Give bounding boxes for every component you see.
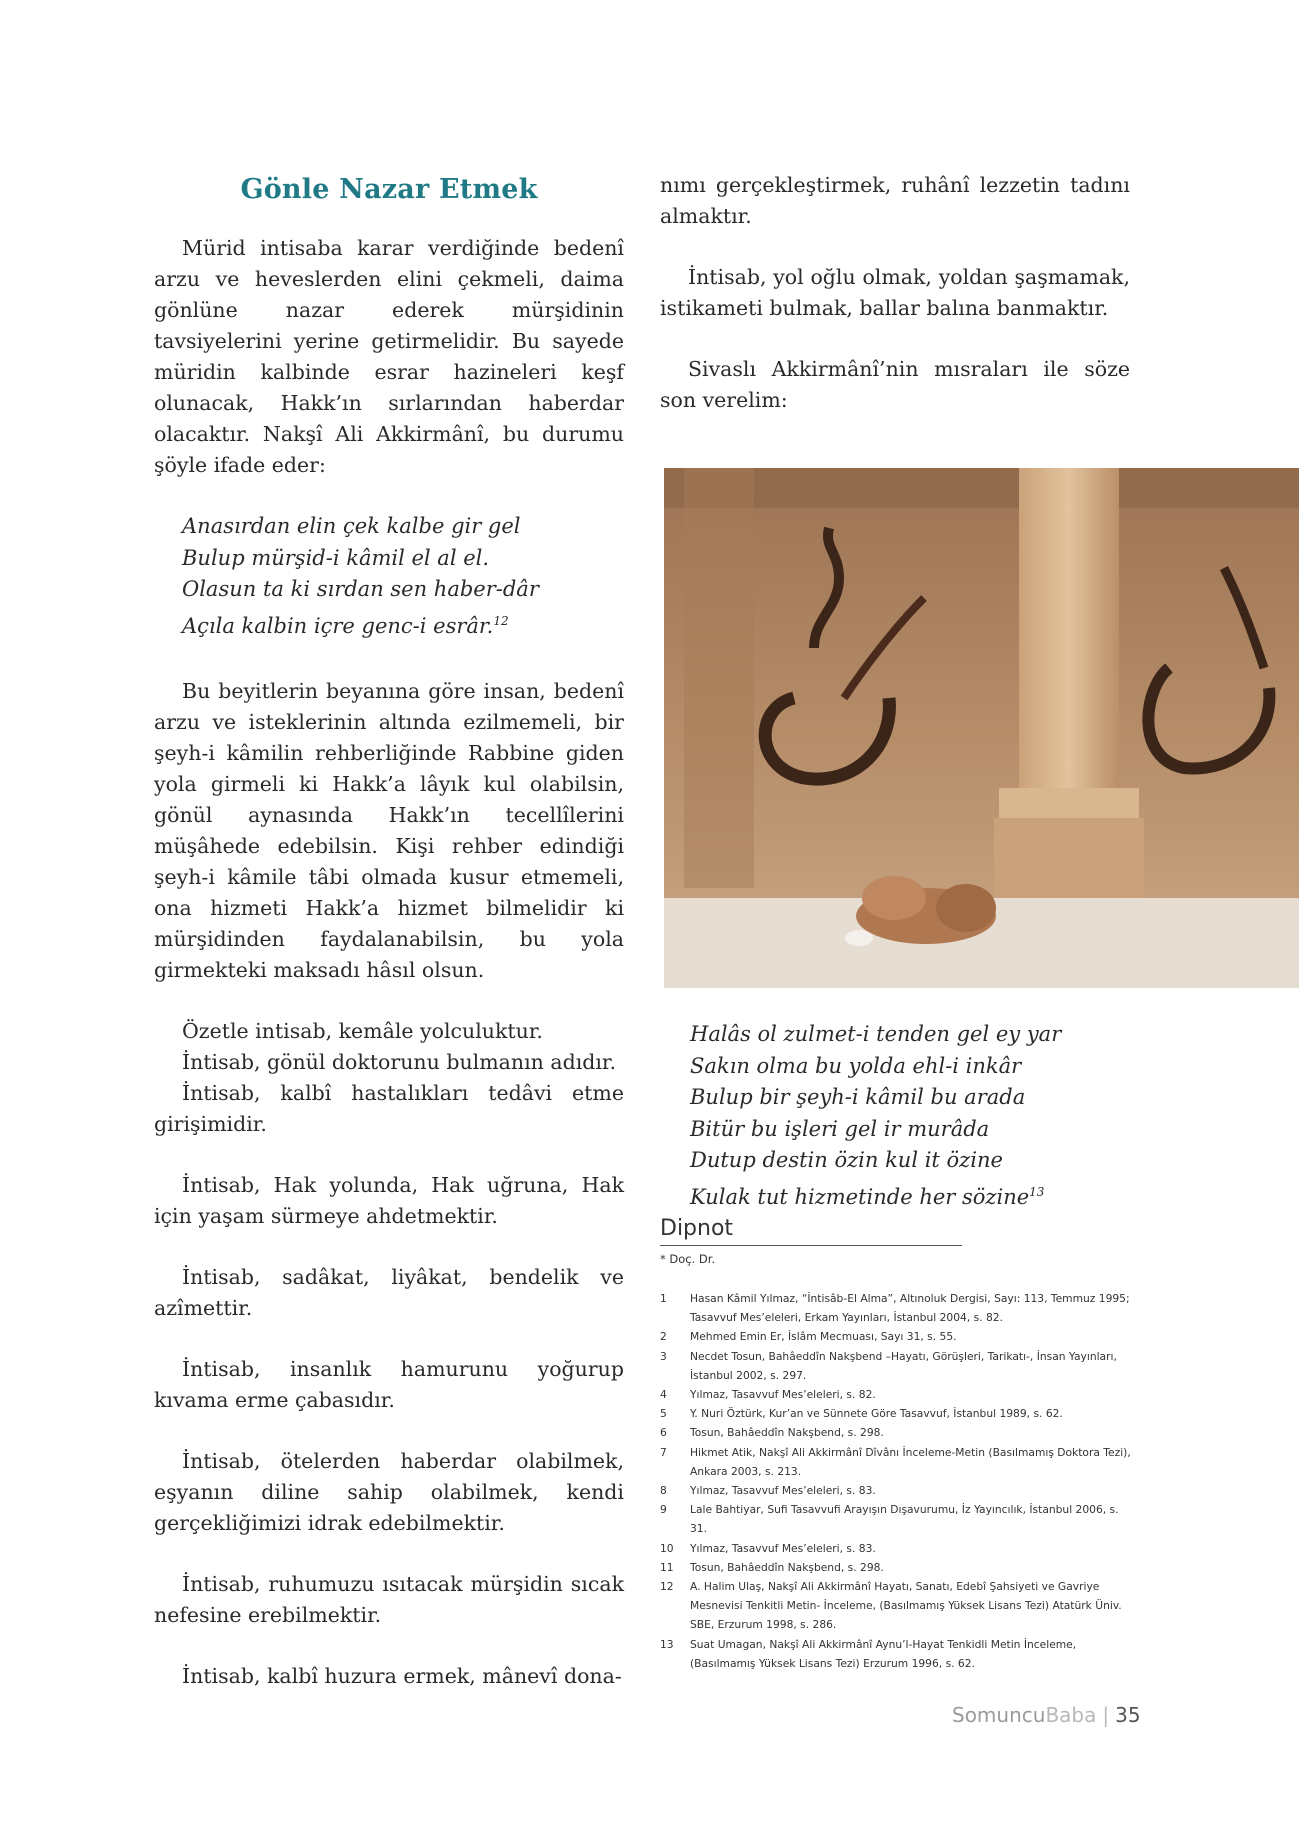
verse-line: Bitür bu işleri gel ir murâda	[690, 1116, 990, 1141]
verse-line: Olasun ta ki sırdan sen haber-dâr	[182, 577, 539, 601]
footnote-number: 1	[660, 1292, 667, 1305]
footnote-text: Tosun, Bahâeddîn Nakşbend, s. 298.	[690, 1426, 884, 1440]
footnote-number: 11	[660, 1560, 674, 1574]
footnote-number: 4	[660, 1388, 667, 1402]
brand-name-suffix: Baba	[1045, 1703, 1097, 1727]
footnote-text: Mehmed Emin Er, İslâm Mecmuası, Sayı 31, s. 55.	[690, 1330, 957, 1344]
calligraphy-prayer-photo	[664, 468, 1299, 988]
footnote-item	[660, 1385, 1135, 1404]
brand-name: Somuncu	[952, 1703, 1046, 1727]
footnote-number: 9	[660, 1503, 667, 1517]
right-column	[660, 170, 1130, 446]
verse-line: Anasırdan elin çek kalbe gir gel	[182, 514, 521, 538]
page-footer	[952, 1703, 1141, 1727]
footnote-item	[660, 1443, 1135, 1481]
paragraph: Mürid intisaba karar verdiğinde bedenî arzu ve heveslerden elini çekmeli, daima gönlüne nazar ederek mürşidinin tavsiyelerini yerine getirmelidir. Bu sayede müridin kalbinde esrar hazineleri keşf olunacak, Hakk’ın sırlarından haberdar olacaktır. Nakşî Ali Akkirmânî, bu durumu şöyle ifade eder:	[154, 236, 624, 477]
footnote-list	[660, 1289, 1135, 1673]
footnote-item	[660, 1635, 1135, 1673]
footnote-item	[660, 1500, 1135, 1538]
footnote-text: Necdet Tosun, Bahâeddîn Nakşbend –Hayatı, Görüşleri, Tarikatı-, İnsan Yayınları, İstanbul 2002, s. 297.	[690, 1349, 1117, 1382]
paragraph: Özetle intisab, kemâle yolculuktur.	[182, 1019, 543, 1043]
footnotes-heading: Dipnot	[660, 1216, 962, 1246]
footnote-item	[660, 1327, 1135, 1346]
footnote-number: 7	[660, 1445, 667, 1459]
footnote-ref: 12	[493, 613, 509, 628]
footnote-text: Lale Bahtiyar, Sufi Tasavvufi Arayışın Dışavurumu, İz Yayıncılık, İstanbul 2006, s. 31.	[690, 1503, 1119, 1536]
left-column	[154, 170, 624, 1722]
paragraph: Bu beyitlerin beyanına göre insan, bedenî arzu ve isteklerinin altında ezilmemeli, bir şeyh-i kâmilin rehberliğinde Rabbine giden yola girmeli ki Hakk’a lâyık kul olabilsin, gönül aynasında Hakk’ın tecellîlerini müşâhede edebilsin. Kişi rehber edindiği şeyh-i kâmile tâbi olmada kusur etmemeli, ona hizmeti Hakk’a hizmet bilmelidir ki mürşidinden faydalanabilsin, bu yola girmekteki maksadı hâsıl olsun.	[154, 679, 624, 982]
footnote-item	[660, 1481, 1135, 1500]
article-title: Gönle Nazar Etmek	[240, 174, 538, 205]
verse-line: Halâs ol zulmet-i tenden gel ey yar	[690, 1022, 1062, 1046]
footnote-number: 5	[660, 1407, 667, 1421]
footnote-number: 3	[660, 1349, 667, 1363]
footnote-text: Tosun, Bahâeddîn Nakşbend, s. 298.	[690, 1560, 884, 1574]
footnote-item	[660, 1404, 1135, 1423]
footnote-item	[660, 1289, 1135, 1327]
paragraph: İntisab, sadâkat, liyâkat, bendelik ve azîmettir.	[154, 1265, 624, 1320]
footer-separator: |	[1102, 1703, 1110, 1727]
footnote-number: 13	[660, 1637, 674, 1651]
paragraph: İntisab, ruhumuzu ısıtacak mürşidin sıcak nefesine erebilmektir.	[154, 1572, 624, 1627]
paragraph: İntisab, kalbî huzura ermek, mânevî dona-	[182, 1664, 622, 1688]
paragraph: İntisab, insanlık hamurunu yoğurup kıvama erme çabasıdır.	[154, 1357, 624, 1412]
footnote-text: Yılmaz, Tasavvuf Mes’eleleri, s. 83.	[690, 1541, 876, 1555]
paragraph: İntisab, kalbî hastalıkları tedâvi etme girişimidir.	[154, 1081, 624, 1136]
footnote-number: 10	[660, 1541, 674, 1555]
author-note: * Doç. Dr.	[660, 1252, 716, 1266]
paragraph: İntisab, Hak yolunda, Hak uğruna, Hak için yaşam sürmeye ahdetmektir.	[154, 1173, 624, 1228]
footnote-text: Hasan Kâmil Yılmaz, “İntisâb-El Alma”, Altınoluk Dergisi, Sayı: 113, Temmuz 1995; Tasavvuf Mes’eleleri, Erkam Yayınları, İstanbul 2004, s. 82.	[690, 1292, 1130, 1325]
footnote-text: Hikmet Atik, Nakşî Ali Akkirmânî Dîvânı İnceleme-Metin (Basılmamış Doktora Tezi), Ankara 2003, s. 213.	[690, 1445, 1131, 1478]
paragraph: İntisab, gönül doktorunu bulmanın adıdır.	[182, 1050, 616, 1074]
verse-block	[182, 511, 624, 642]
footnote-text: Suat Umagan, Nakşî Ali Akkirmânî Aynu’l-Hayat Tenkidli Metin İnceleme, (Basılmamış Yüksek Lisans Tezi) Erzurum 1996, s. 62.	[690, 1637, 1077, 1670]
footnote-text: Yılmaz, Tasavvuf Mes’eleleri, s. 83.	[690, 1484, 876, 1498]
footnote-number: 12	[660, 1580, 674, 1594]
paragraph: Sivaslı Akkirmânî’nin mısraları ile söze son verelim:	[660, 357, 1130, 412]
footnote-item	[660, 1539, 1135, 1558]
paragraph: İntisab, ötelerden haberdar olabilmek, eşyanın diline sahip olabilmek, kendi gerçekliğimizi idrak edebilmektir.	[154, 1449, 624, 1535]
verse-line-last: Kulak tut hizmetinde her sözine$^{13}$	[690, 1184, 1045, 1209]
footnote-ref: 13	[1029, 1184, 1045, 1199]
footnote-item	[660, 1558, 1135, 1577]
footnote-item	[660, 1423, 1135, 1442]
verse-line-last: Açıla kalbin içre genc-i esrâr.$^{12}$	[182, 613, 509, 638]
footnote-item	[660, 1347, 1135, 1385]
page-number: 35	[1115, 1703, 1141, 1727]
footnote-text: Yılmaz, Tasavvuf Mes’eleleri, s. 82.	[690, 1388, 876, 1402]
footnote-number: 2	[660, 1330, 667, 1344]
verse-block	[690, 1019, 1061, 1213]
paragraph: nımı gerçekleştirmek, ruhânî lezzetin tadını almaktır.	[660, 173, 1130, 228]
footnotes-header	[660, 1216, 962, 1266]
verse-line: Bulup mürşid-i kâmil el al el.	[182, 545, 490, 570]
footnote-number: 6	[660, 1426, 667, 1440]
verse-line: Bulup bir şeyh-i kâmil bu arada	[690, 1085, 1026, 1109]
footnote-text: Y. Nuri Öztürk, Kur’an ve Sünnete Göre Tasavvuf, İstanbul 1989, s. 62.	[690, 1407, 1063, 1421]
verse-line: Dutup destin özin kul it özine	[690, 1148, 1003, 1172]
verse-line: Sakın olma bu yolda ehl-i inkâr	[690, 1053, 1022, 1078]
paragraph: İntisab, yol oğlu olmak, yoldan şaşmamak, istikameti bulmak, ballar balına banmaktır.	[660, 265, 1130, 320]
footnote-item	[660, 1577, 1135, 1635]
footnote-text: A. Halim Ulaş, Nakşî Ali Akkirmânî Hayatı, Sanatı, Edebî Şahsiyeti ve Gavriye Mesnevisi Tenkitli Metin- İnceleme, (Basılmamış Yüksek Lisans Tezi) Atatürk Üniv. SBE, Erzurum 1998, s. 286.	[690, 1580, 1122, 1632]
footnote-number: 8	[660, 1484, 667, 1498]
